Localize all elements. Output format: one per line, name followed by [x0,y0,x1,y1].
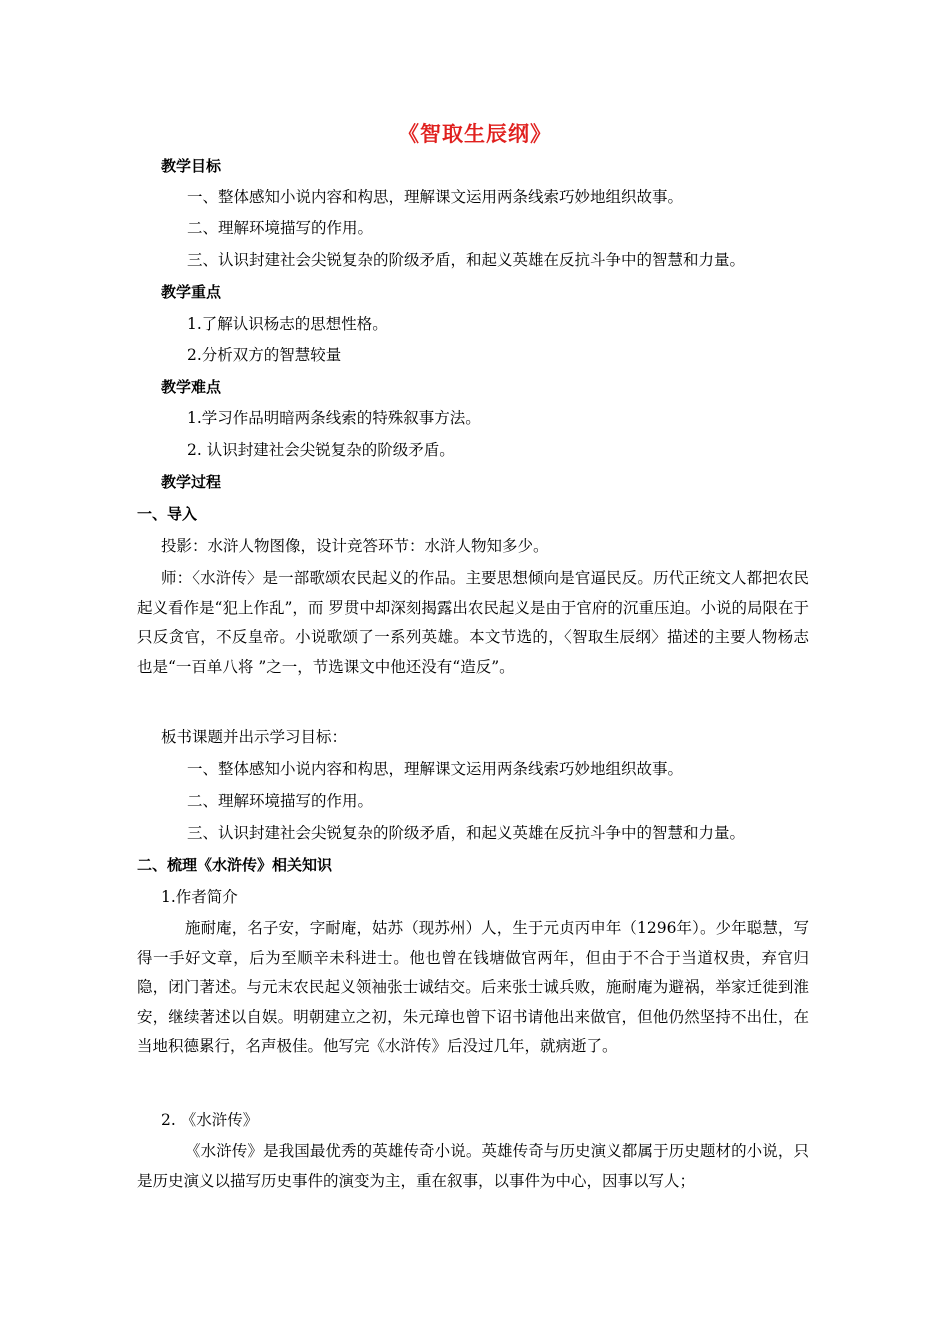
author-paragraph: 施耐庵，名子安，字耐庵，姑苏（现苏州）人，生于元贞丙申年（1296年）。少年聪慧，写得一手好文章，后为至顺辛未科进士。他也曾在钱塘做官两年，但由于不合于当道权贵，弃官归隐，闭门著述。与元末农民起义领袖张士诚结交。后来张士诚兵败，施耐庵为避祸，举家迁徙到淮安，继续著述以自娱。明朝建立之初，朱元璋也曾下诏书请他出来做官，但他仍然坚持不出仕，在当地积德累行，名声极佳。他写完《水浒传》后没过几年，就病逝了。 [137,919,809,1055]
section2-heading: 二、梳理《水浒传》相关知识 [137,856,333,874]
difficulties-heading: 教学难点 [161,378,222,396]
author-heading: 1.作者简介 [161,888,238,906]
difficulty-item: 1.学习作品明暗两条线索的特殊叙事方法。 [187,409,481,427]
book-heading: 2. 《水浒传》 [161,1111,259,1129]
board-goal-item: 二、理解环境描写的作用。 [187,792,374,810]
process-heading: 教学过程 [161,473,222,491]
difficulty-item: 2. 认识封建社会尖锐复杂的阶级矛盾。 [187,441,455,459]
board-text: 板书课题并出示学习目标： [161,728,348,746]
goal-item: 一、整体感知小说内容和构思，理解课文运用两条线索巧妙地组织故事。 [187,188,684,206]
goal-item: 二、理解环境描写的作用。 [187,219,374,237]
key-point-item: 1.了解认识杨志的思想性格。 [187,315,388,333]
teacher-paragraph: 师：〈水浒传〉是一部歌颂农民起义的作品。主要思想倾向是官逼民反。历代正统文人都把农民起义看作是“犯上作乱”，而 罗贯中却深刻揭露出农民起义是由于官府的沉重压迫。小说的局限在于只反贪官，不反皇帝。小说歌颂了一系列英雄。本文节选的，〈智取生辰纲〉描述的主要人物杨志也是“一百单八将 ”之一，节选课文中他还没有“造反”。 [137,569,809,676]
goals-heading: 教学目标 [161,157,222,175]
goal-item: 三、认识封建社会尖锐复杂的阶级矛盾，和起义英雄在反抗斗争中的智慧和力量。 [187,251,746,269]
board-goal-item: 一、整体感知小说内容和构思，理解课文运用两条线索巧妙地组织故事。 [187,760,684,778]
section1-heading: 一、导入 [137,505,198,523]
projection-text: 投影：水浒人物图像，设计竞答环节：水浒人物知多少。 [161,537,549,555]
book-paragraph: 《水浒传》是我国最优秀的英雄传奇小说。英雄传奇与历史演义都属于历史题材的小说，只是历史演义以描写历史事件的演变为主，重在叙事，以事件为中心，因事以写人； [137,1142,809,1190]
board-goal-item: 三、认识封建社会尖锐复杂的阶级矛盾，和起义英雄在反抗斗争中的智慧和力量。 [187,824,746,842]
document-title: 《智取生辰纲》 [398,122,552,146]
key-points-heading: 教学重点 [161,283,222,301]
key-point-item: 2.分析双方的智慧较量 [187,346,342,364]
